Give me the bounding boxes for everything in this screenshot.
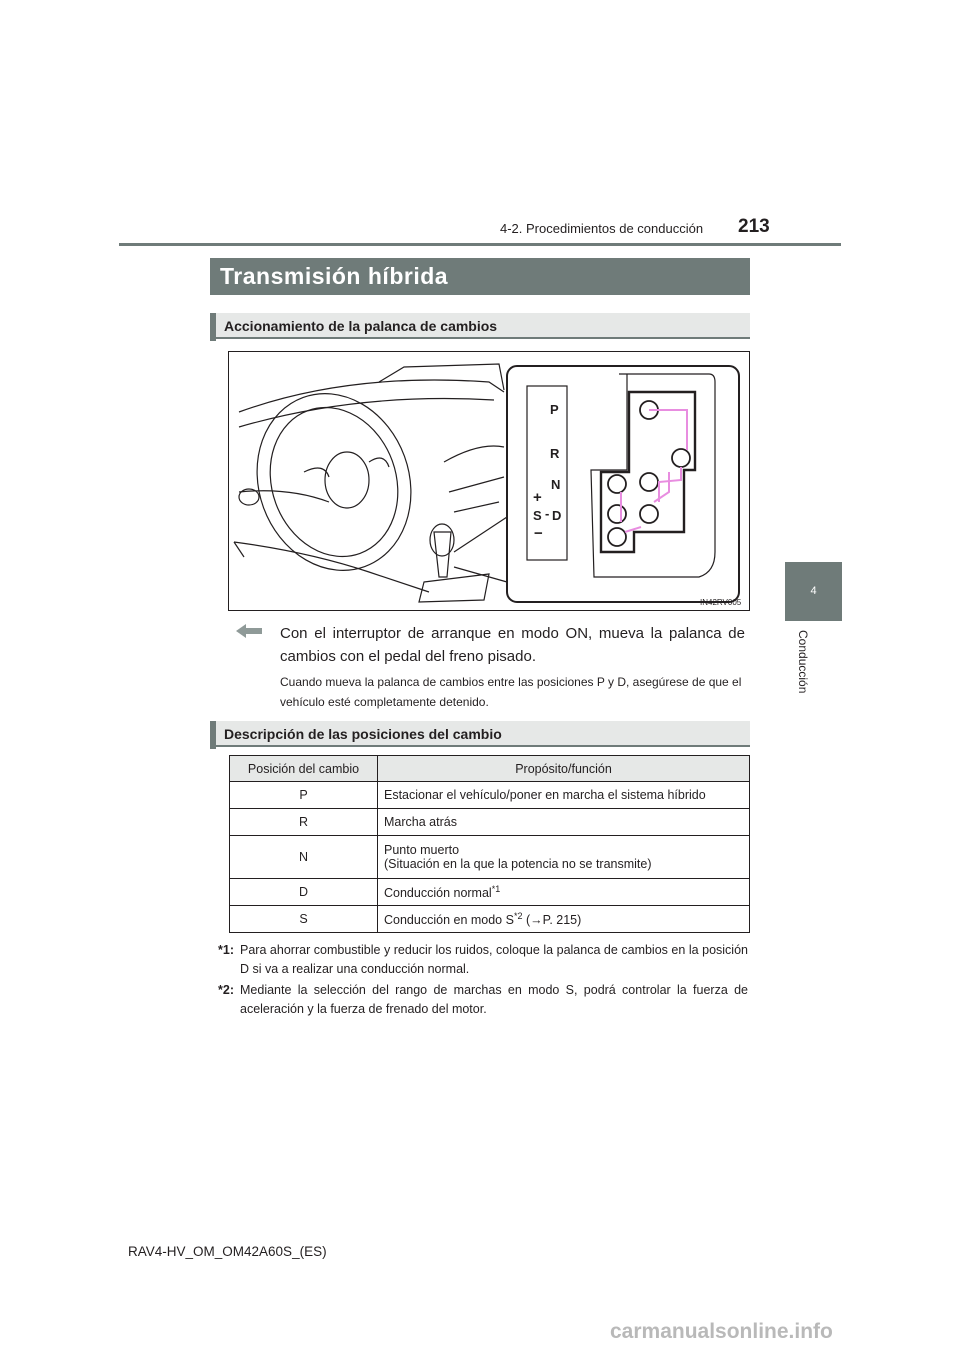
table-cell: Marcha atrás bbox=[378, 809, 750, 836]
footnote-ref: *1 bbox=[491, 884, 501, 894]
instruction-text: Con el interruptor de arranque en modo ON, mueva la palanca de cambios con el pedal del freno pisado. bbox=[280, 625, 745, 665]
cell-text: Conducción en modo S bbox=[384, 913, 514, 928]
chapter-tab: 4 bbox=[785, 562, 842, 621]
page-title: Transmisión híbrida bbox=[210, 258, 750, 295]
gate-label-minus: − bbox=[534, 525, 543, 542]
column-header: Propósito/función bbox=[378, 756, 750, 782]
shift-positions-table bbox=[229, 755, 750, 933]
table-row bbox=[230, 906, 750, 933]
page-number: 213 bbox=[738, 216, 770, 237]
cell-text: Conducción normal bbox=[384, 886, 492, 901]
section-heading-positions: Descripción de las posiciones del cambio bbox=[210, 721, 750, 747]
gate-label-n: N bbox=[551, 477, 561, 492]
gate-label-s: S bbox=[533, 508, 542, 523]
footnote-text: Para ahorrar combustible y reducir los ruidos, coloque la palanca de cambios en la posición D si va a realizar una conducción normal. bbox=[240, 943, 748, 976]
footnote-1 bbox=[218, 941, 748, 979]
left-arrow-icon bbox=[236, 624, 262, 643]
table-cell: D bbox=[230, 879, 378, 906]
shift-lever-illustration bbox=[229, 352, 749, 610]
footnote-mark: *2: bbox=[218, 983, 234, 997]
note-text: Cuando mueva la palanca de cambios entre las posiciones P y D, asegúrese de que el vehículo esté completamente detenido. bbox=[280, 675, 742, 709]
table-header-row bbox=[230, 756, 750, 782]
table-cell bbox=[378, 879, 750, 906]
footnote-2 bbox=[218, 981, 748, 1019]
document-code: RAV4-HV_OM_OM42A60S_(ES) bbox=[128, 1244, 327, 1259]
gate-label-d: D bbox=[552, 508, 562, 523]
page-reference: (→P. 215) bbox=[522, 913, 582, 928]
chapter-label: Conducción bbox=[796, 630, 810, 694]
footnote-text: Mediante la selección del rango de marchas en modo S, podrá controlar la fuerza de aceleración y la fuerza de frenado del motor. bbox=[240, 983, 748, 1016]
gate-label-plus: + bbox=[533, 489, 542, 506]
table-row bbox=[230, 809, 750, 836]
header-rule bbox=[119, 243, 841, 246]
table-cell: N bbox=[230, 836, 378, 879]
footnote-ref: *2 bbox=[513, 911, 523, 922]
cell-line: (Situación en la que la potencia no se transmite) bbox=[384, 857, 652, 871]
shift-lever-figure bbox=[228, 351, 750, 611]
gate-label-p: P bbox=[550, 402, 559, 417]
column-header: Posición del cambio bbox=[230, 756, 378, 782]
section-title: 4-2. Procedimientos de conducción bbox=[500, 221, 704, 236]
table-cell: P bbox=[230, 782, 378, 809]
watermark: carmanualsonline.info bbox=[610, 1320, 833, 1343]
figure-code: IN42RV005 bbox=[700, 598, 742, 607]
gate-label-r: R bbox=[550, 446, 560, 461]
table-cell bbox=[378, 906, 750, 933]
table-row bbox=[230, 879, 750, 906]
cell-line: Punto muerto bbox=[384, 843, 460, 857]
table-cell: S bbox=[230, 906, 378, 933]
gate-label-dash: - bbox=[545, 506, 550, 521]
table-cell: Estacionar el vehículo/poner en marcha el sistema híbrido bbox=[378, 782, 750, 809]
footnote-mark: *1: bbox=[218, 943, 234, 957]
section-heading-lever: Accionamiento de la palanca de cambios bbox=[210, 313, 750, 339]
table-row bbox=[230, 782, 750, 809]
table-cell bbox=[378, 836, 750, 879]
table-cell: R bbox=[230, 809, 378, 836]
table-row bbox=[230, 836, 750, 879]
